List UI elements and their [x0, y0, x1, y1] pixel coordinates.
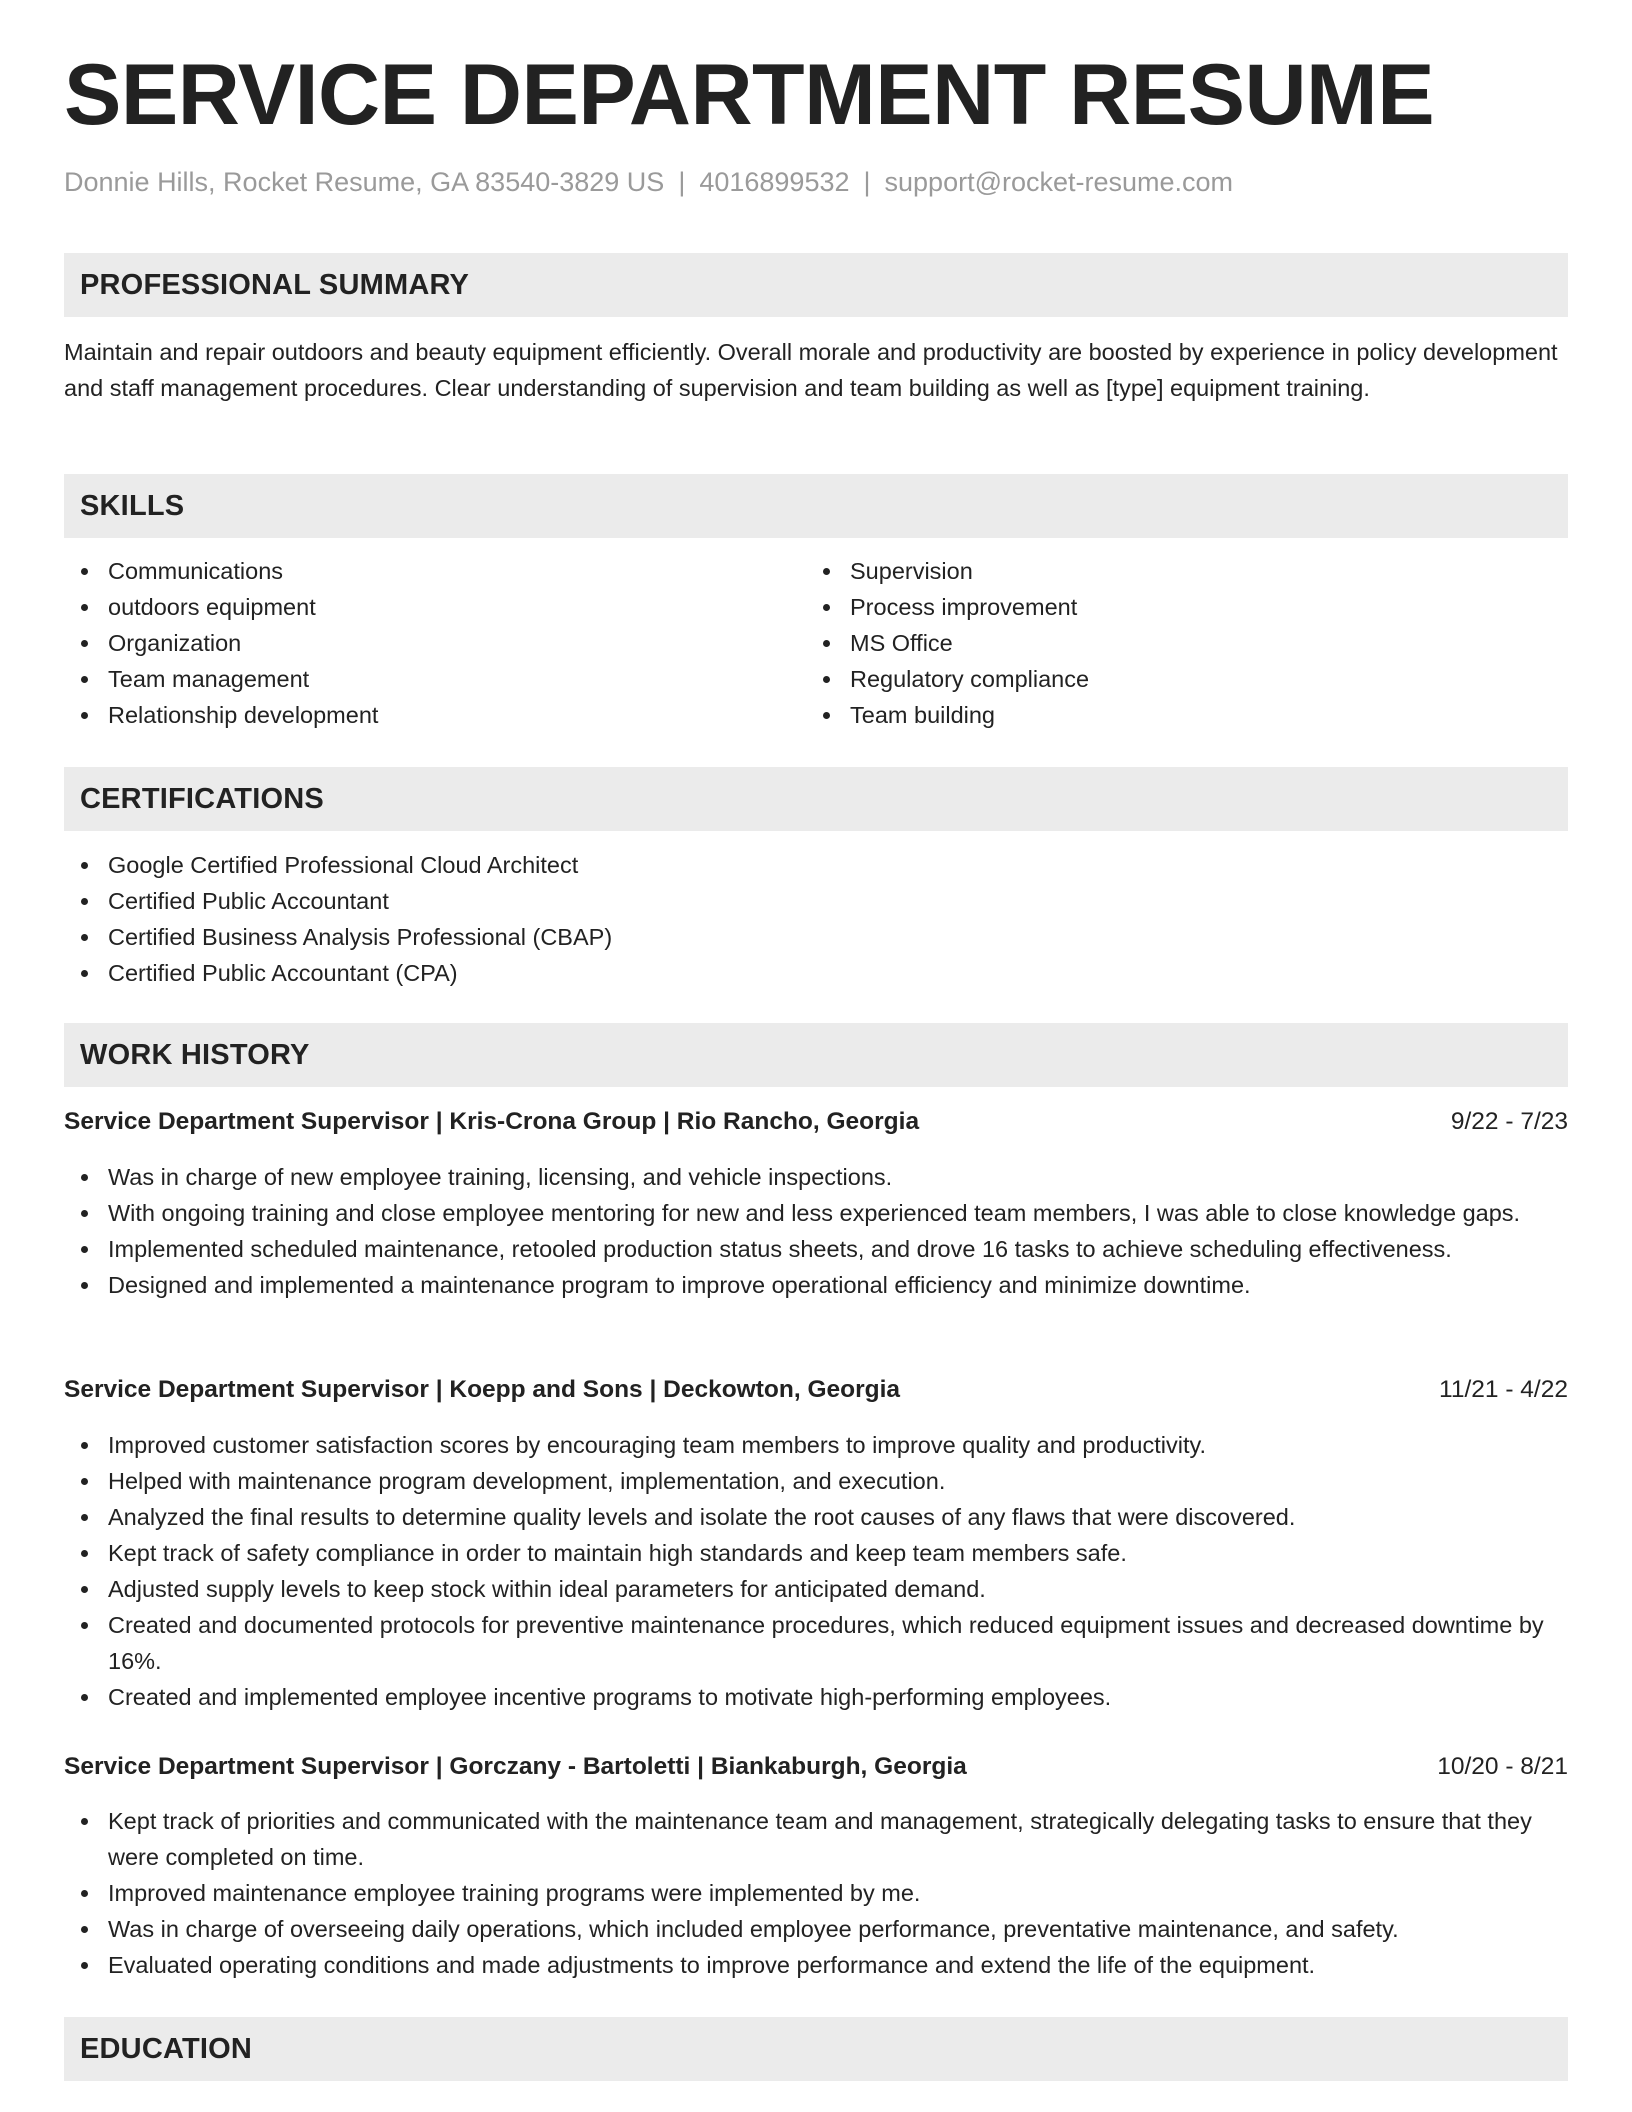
contact-separator: | [678, 167, 686, 197]
job-bullet: Kept track of safety compliance in order to maintain high standards and keep team members safe. [108, 1535, 1568, 1571]
job-bullet: Analyzed the final results to determine quality levels and isolate the root causes of any flaws that were discovered. [108, 1499, 1568, 1535]
skill-item: Regulatory compliance [850, 661, 1550, 697]
certification-item: Certified Public Accountant (CPA) [108, 955, 1568, 991]
job-bullets [64, 1159, 1568, 1303]
section-heading-certifications: CERTIFICATIONS [64, 767, 1568, 831]
skill-item: outdoors equipment [108, 589, 808, 625]
skill-item: Communications [108, 553, 808, 589]
job-bullet: Was in charge of overseeing daily operations, which included employee performance, preventative maintenance, and safety. [108, 1911, 1568, 1947]
job-bullet: With ongoing training and close employee mentoring for new and less experienced team members, I was able to close knowledge gaps. [108, 1195, 1568, 1231]
contact-line [64, 167, 1233, 198]
job-dates: 11/21 - 4/22 [1439, 1376, 1568, 1403]
contact-address: Donnie Hills, Rocket Resume, GA 83540-3829 US [64, 167, 665, 197]
job-title: Service Department Supervisor | Gorczany - Bartoletti | Biankaburgh, Georgia [64, 1753, 967, 1780]
certification-item: Certified Public Accountant [108, 883, 1568, 919]
job-title: Service Department Supervisor | Koepp and Sons | Deckowton, Georgia [64, 1376, 901, 1403]
job-dates: 10/20 - 8/21 [1437, 1753, 1568, 1780]
section-heading-summary: PROFESSIONAL SUMMARY [64, 253, 1568, 317]
job-dates: 9/22 - 7/23 [1450, 1108, 1568, 1135]
job-bullet: Helped with maintenance program development, implementation, and execution. [108, 1463, 1568, 1499]
certification-item: Certified Business Analysis Professional (CBAP) [108, 919, 1568, 955]
skill-item: Team building [850, 697, 1550, 733]
job-title: Service Department Supervisor | Kris-Crona Group | Rio Rancho, Georgia [64, 1108, 920, 1135]
job-header [64, 1104, 1568, 1140]
job-header [64, 1749, 1568, 1785]
job-bullet: Improved maintenance employee training programs were implemented by me. [108, 1875, 1568, 1911]
section-heading-education: EDUCATION [64, 2017, 1568, 2081]
summary-text: Maintain and repair outdoors and beauty equipment efficiently. Overall morale and productivity are boosted by experience in policy development and staff management procedures. Clear understanding of supervision and team building as well as [type] equipment training. [64, 339, 1558, 401]
job-bullet: Implemented scheduled maintenance, retooled production status sheets, and drove 16 tasks to achieve scheduling effectiveness. [108, 1231, 1568, 1267]
section-heading-skills: SKILLS [64, 474, 1568, 538]
skills-list-left [64, 553, 808, 733]
job-bullet: Improved customer satisfaction scores by encouraging team members to improve quality and productivity. [108, 1427, 1568, 1463]
skill-item: Team management [108, 661, 808, 697]
skills-list-right [806, 553, 1550, 733]
skill-item: MS Office [850, 625, 1550, 661]
resume-title: SERVICE DEPARTMENT RESUME [64, 47, 1435, 143]
skill-item: Supervision [850, 553, 1550, 589]
contact-email: support@rocket-resume.com [884, 167, 1234, 197]
job-bullets [64, 1427, 1568, 1715]
certification-item: Google Certified Professional Cloud Architect [108, 847, 1568, 883]
section-heading-work-history: WORK HISTORY [64, 1023, 1568, 1087]
job-header [64, 1372, 1568, 1408]
contact-phone: 4016899532 [699, 167, 850, 197]
certifications-list [64, 847, 1568, 991]
contact-separator: | [863, 167, 871, 197]
skill-item: Relationship development [108, 697, 808, 733]
job-bullet: Created and implemented employee incentive programs to motivate high-performing employees. [108, 1679, 1568, 1715]
job-bullet: Designed and implemented a maintenance program to improve operational efficiency and minimize downtime. [108, 1267, 1568, 1303]
job-bullet: Adjusted supply levels to keep stock within ideal parameters for anticipated demand. [108, 1571, 1568, 1607]
job-bullet: Evaluated operating conditions and made adjustments to improve performance and extend the life of the equipment. [108, 1947, 1568, 1983]
job-bullets [64, 1803, 1568, 1983]
job-bullet: Was in charge of new employee training, licensing, and vehicle inspections. [108, 1159, 1568, 1195]
job-bullet: Kept track of priorities and communicated with the maintenance team and management, strategically delegating tasks to ensure that they were completed on time. [108, 1803, 1568, 1875]
job-bullet: Created and documented protocols for preventive maintenance procedures, which reduced equipment issues and decreased downtime by 16%. [108, 1607, 1568, 1679]
skill-item: Organization [108, 625, 808, 661]
skill-item: Process improvement [850, 589, 1550, 625]
